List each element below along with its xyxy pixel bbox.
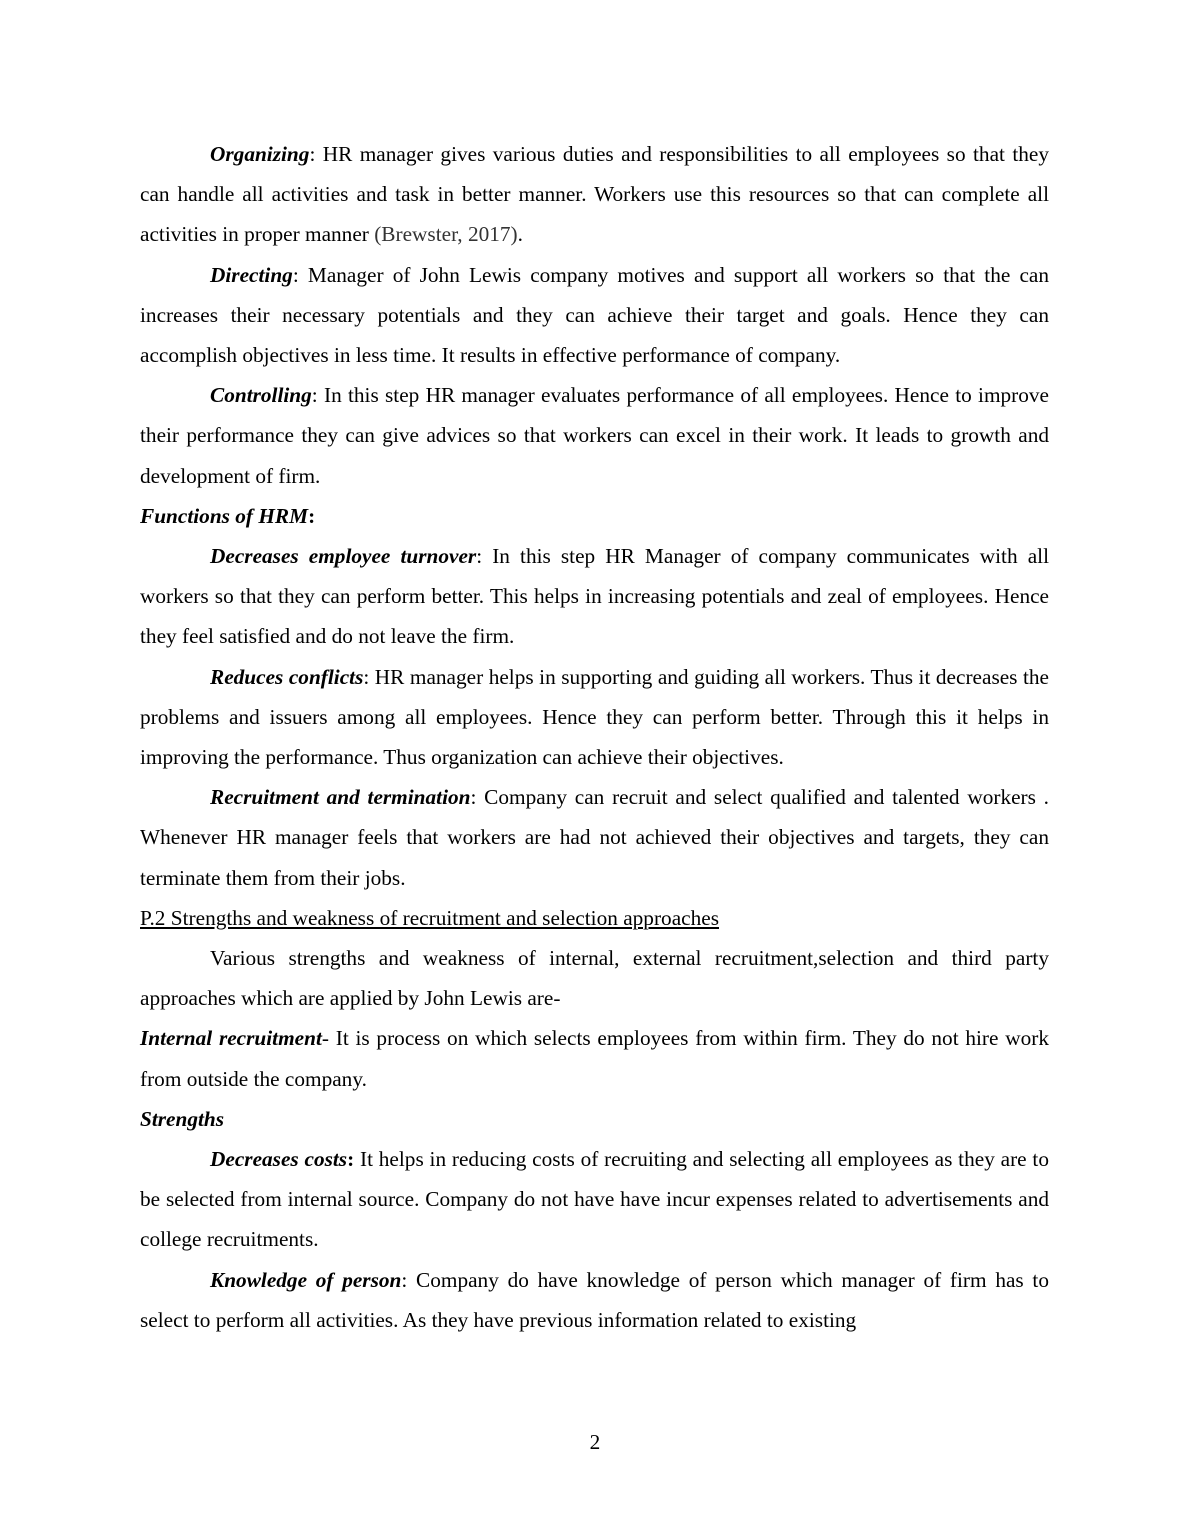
paragraph-knowledge-of-person (140, 1260, 1049, 1340)
term-recruitment-and-termination: Recruitment and termination (210, 785, 471, 810)
term-organizing: Organizing (210, 142, 310, 166)
paragraph-decreases-employee-turnover (140, 536, 1049, 657)
separator: : (347, 1147, 355, 1172)
paragraph-decreases-costs (140, 1139, 1049, 1260)
separator: - (321, 1026, 329, 1051)
sentence-end: . (517, 222, 523, 247)
term-knowledge-of-person: Knowledge of person (210, 1267, 402, 1292)
paragraph-controlling (140, 375, 1049, 496)
paragraph-reduces-conflicts (140, 657, 1049, 778)
heading-p2-strengths-and-weakness (140, 898, 1049, 938)
paragraph-various-strengths (140, 938, 1049, 1018)
document-body (140, 134, 1049, 1340)
separator: : (401, 1267, 408, 1292)
paragraph-recruitment-and-termination (140, 777, 1049, 898)
paragraph-text: Company do have knowledge of person which manager of firm has to select to perform all activities. As they have previous information related to existing (140, 1267, 1049, 1332)
term-internal-recruitment: Internal recruitment (140, 1026, 322, 1051)
separator: : (309, 142, 316, 166)
separator: : (292, 262, 299, 287)
separator: : (311, 383, 318, 408)
heading-colon: : (308, 503, 316, 528)
paragraph-text: HR manager helps in supporting and guiding all workers. Thus it decreases the problems and issuers among all employees. Hence they can perform better. Through this it helps in improving the performance. Thus organization can achieve their objectives. (140, 664, 1049, 770)
term-directing: Directing (210, 262, 293, 287)
paragraph-text: Manager of John Lewis company motives and support all workers so that the can increases their necessary potentials and they can achieve their target and goals. Hence they can accomplish objectives in less time. It results in effective performance of company. (140, 262, 1049, 368)
term-decreases-costs: Decreases costs (210, 1147, 348, 1172)
heading-text: P.2 Strengths and weakness of recruitment and selection approaches (140, 905, 719, 930)
paragraph-text: In this step HR manager evaluates performance of all employees. Hence to improve their performance they can give advices so that workers can excel in their work. It leads to growth and development of firm. (140, 383, 1049, 488)
paragraph-organizing (140, 134, 1049, 255)
heading-text: Functions of HRM (140, 503, 309, 528)
paragraph-internal-recruitment (140, 1018, 1049, 1098)
separator: : (363, 664, 370, 689)
term-reduces-conflicts: Reduces conflicts (210, 664, 364, 689)
page-number: 2 (589, 1430, 601, 1454)
paragraph-text: HR manager gives various duties and responsibilities to all employees so that they can handle all activities and task in better manner. Workers use this resources so that can complete all activities in proper manner (140, 142, 1049, 247)
paragraph-text: It is process on which selects employees from within firm. They do not hire work from outside the company. (140, 1026, 1049, 1091)
paragraph-text: Company can recruit and select qualified and talented workers . Whenever HR manager feels that workers are had not achieved their objectives and targets, they can terminate them from their jobs. (140, 785, 1050, 890)
separator: : (476, 544, 483, 569)
paragraph-text: In this step HR Manager of company communicates with all workers so that they can perform better. This helps in increasing potentials and zeal of employees. Hence they feel satisfied and do not leave the firm. (140, 544, 1049, 649)
paragraph-directing (140, 255, 1049, 376)
separator: : (470, 785, 477, 810)
heading-strengths (140, 1099, 1049, 1139)
citation-brewster: (Brewster, 2017) (374, 222, 518, 247)
paragraph-text: Various strengths and weakness of internal, external recruitment,selection and third party approaches which are applied by John Lewis are- (140, 946, 1049, 1011)
term-decreases-employee-turnover: Decreases employee turnover (210, 544, 477, 569)
heading-text: Strengths (140, 1106, 225, 1131)
heading-functions-of-hrm (140, 496, 1049, 536)
term-controlling: Controlling (210, 383, 312, 408)
paragraph-text: It helps in reducing costs of recruiting and selecting all employees as they are to be selected from internal source. Company do not have have incur expenses related to advertisements and college recruitments. (140, 1147, 1049, 1252)
